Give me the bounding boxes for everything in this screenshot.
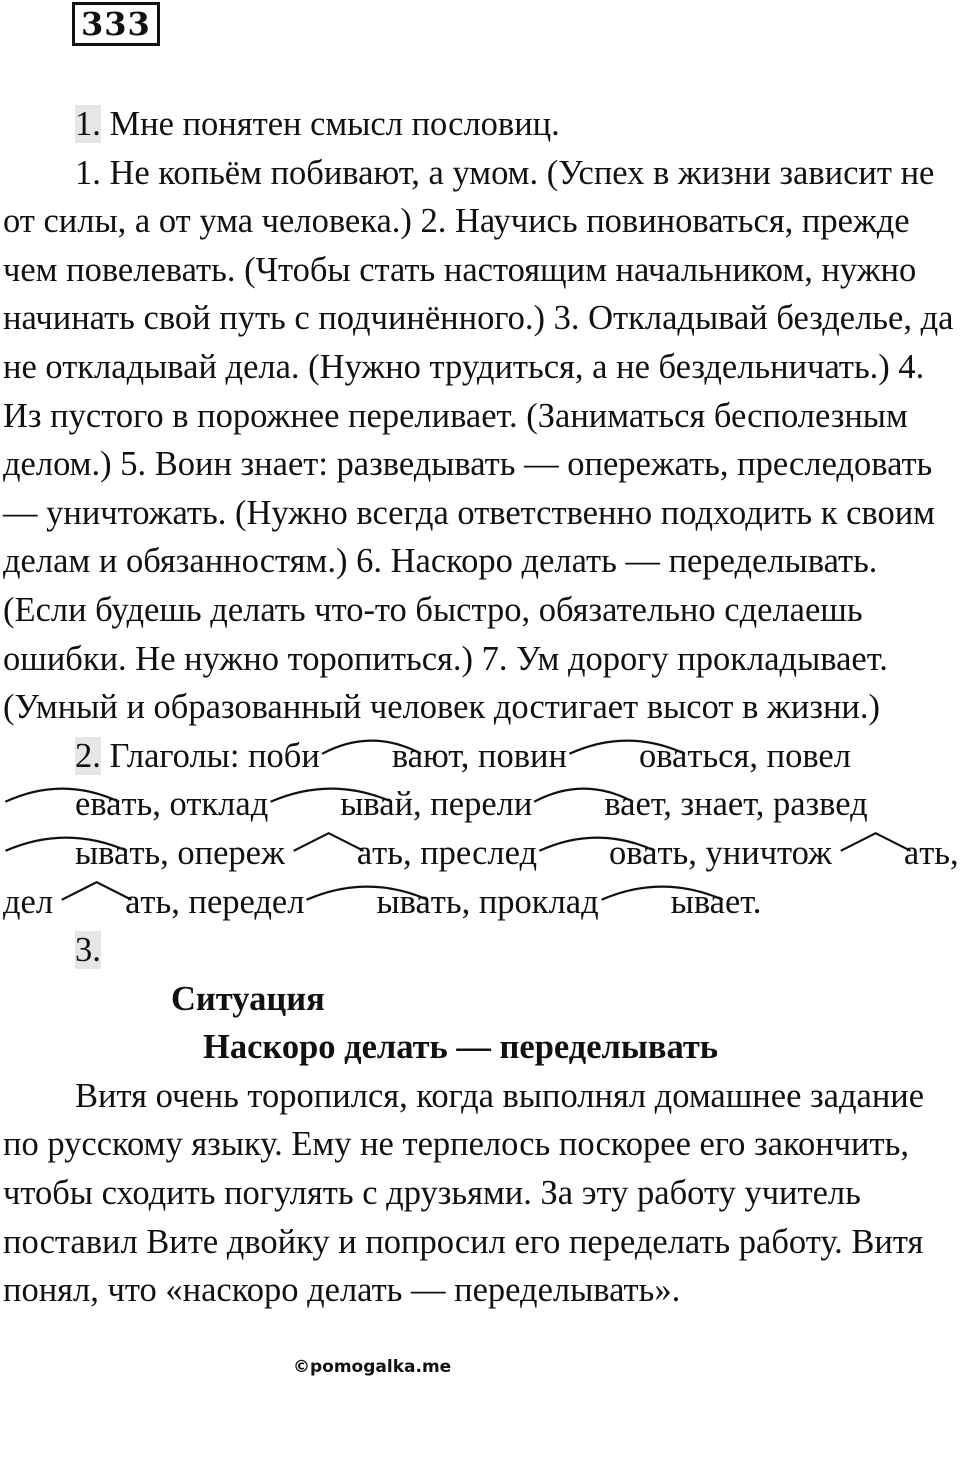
answer-text: [3, 100, 960, 1315]
verb-suffix-text: ыва: [75, 833, 130, 872]
suffix-arc-mark: [304, 880, 430, 902]
part1-intro-text: Мне понятен смысл пословиц.: [100, 105, 560, 143]
verb-word: [248, 737, 461, 775]
verb-suffix: [537, 829, 657, 878]
verb-suffix: [532, 780, 635, 829]
part1-number: 1.: [75, 105, 101, 143]
part2-number: 2.: [75, 736, 101, 775]
verb-separator: ,: [171, 882, 189, 921]
verb-suffix-text: ова: [638, 736, 688, 775]
verb-suffix-text: ыва: [340, 785, 395, 824]
verb-stem: дел: [3, 882, 54, 921]
verb-ending: ют: [422, 736, 461, 775]
verb-ending: ет: [724, 882, 753, 921]
verb-suffix: [53, 878, 140, 927]
suffix-mark-path: [294, 833, 364, 851]
verb-suffix: [599, 878, 725, 927]
suffix-arc-mark: [3, 831, 129, 853]
verb-separator: ,: [160, 833, 178, 872]
verb-ending: ть: [129, 833, 161, 872]
task-number: 333: [72, 2, 160, 46]
verb-stem: опереж: [177, 833, 285, 872]
verb-stem: повин: [478, 736, 567, 775]
verb-stem: проклад: [478, 882, 599, 921]
suffix-arc-mark: [567, 734, 687, 756]
suffix-caret-mark: [53, 880, 140, 902]
suffix-mark-path: [271, 789, 392, 802]
verb-stem: поби: [248, 736, 320, 775]
verb-suffix: [832, 829, 919, 878]
watermark: ©pomogalka.me: [293, 1357, 452, 1377]
verb-stem: развед: [772, 785, 868, 824]
part3-marker: [3, 926, 960, 975]
suffix-mark-path: [601, 886, 722, 899]
verb-word: [681, 785, 756, 823]
suffix-mark-path: [569, 740, 685, 753]
verb-separator: ,: [688, 833, 706, 872]
suffix-caret-mark: [832, 831, 919, 853]
verb-separator: .: [752, 882, 762, 921]
verb-separator: ,: [749, 736, 767, 775]
suffix-mark-path: [534, 789, 633, 802]
part2-verbs: [3, 732, 960, 926]
verb-suffix: [304, 878, 430, 927]
verb-word: [420, 834, 688, 872]
part1-intro: [3, 100, 960, 149]
verb-suffix: [268, 780, 394, 829]
verb-word: [479, 883, 753, 921]
suffix-arc-mark: [599, 880, 725, 902]
verb-separator: ,: [663, 785, 681, 824]
verb-suffix-text: ева: [75, 785, 122, 824]
verb-ending: ть: [657, 833, 689, 872]
verb-suffix-text: ва: [391, 736, 423, 775]
verb-separator: ,: [460, 736, 479, 775]
verb-stem: повел: [766, 736, 851, 775]
verb-stem: знает: [680, 785, 756, 824]
verb-ending: ть: [430, 882, 462, 921]
verb-suffix-text: а: [903, 833, 920, 872]
part3-number: 3.: [75, 931, 101, 970]
suffix-caret-mark: [285, 831, 372, 853]
suffix-arc-mark: [320, 734, 423, 756]
verb-ending: ет: [635, 785, 664, 824]
verb-stem: преслед: [420, 833, 538, 872]
verb-ending: ть: [372, 833, 403, 872]
suffix-mark-path: [62, 882, 132, 900]
verb-stem: уничтож: [705, 833, 832, 872]
verb-word: [170, 785, 414, 823]
verb-word: [3, 883, 171, 921]
suffix-arc-mark: [268, 782, 394, 804]
verb-stem: перели: [430, 785, 533, 824]
verb-suffix: [567, 732, 687, 781]
verb-word: [478, 737, 749, 775]
suffix-arc-mark: [537, 831, 657, 853]
suffix-mark-path: [5, 789, 119, 802]
story-text: Витя очень торопился, когда выполнял домашнее задание по русскому языку. Ему не терпелось поскорее его закончить, чтобы сходить погулять с друзьями. За эту работу учитель поставил Вите двойку и попросил его переделать работу. Витя понял, что «наскоро делать — переделывать».: [3, 1076, 925, 1310]
verb-suffix: [3, 780, 121, 829]
verb-suffix: [285, 829, 372, 878]
verb-suffix-text: ыва: [670, 882, 725, 921]
verb-suffix: [320, 732, 423, 781]
verb-word: [430, 785, 663, 823]
verb-ending: ть: [919, 833, 951, 872]
verb-word: [706, 834, 951, 872]
verb-suffix-text: ыва: [376, 882, 431, 921]
suffix-mark-path: [322, 740, 421, 753]
verb-separator: ,: [755, 785, 773, 824]
story-title: Наскоро делать — переделывать: [203, 1028, 719, 1067]
verb-separator: ,: [402, 833, 421, 872]
suffix-mark-path: [6, 838, 127, 851]
verb-separator: ,: [152, 785, 170, 824]
verb-separator: ,: [461, 882, 479, 921]
suffix-arc-mark: [532, 782, 635, 804]
verb-ending: ть: [121, 785, 153, 824]
part2-label: Глаголы:: [100, 736, 249, 775]
verb-separator: ,: [413, 785, 431, 824]
verb-suffix-text: ва: [604, 785, 636, 824]
suffix-mark-path: [841, 833, 911, 851]
suffix-mark-path: [539, 838, 655, 851]
verb-ending: й: [394, 785, 414, 824]
verb-word: [177, 834, 403, 872]
situation-heading: Ситуация: [171, 979, 325, 1018]
verb-ending: ться: [687, 736, 750, 775]
verb-suffix-text: а: [356, 833, 373, 872]
verb-word: [188, 883, 461, 921]
verb-suffix-text: ова: [609, 833, 658, 872]
verb-ending: ть: [140, 882, 172, 921]
verb-stem: передел: [188, 882, 305, 921]
verb-separator: ,: [950, 833, 959, 872]
part1-proverbs: 1. Не копьём побивают, а умом. (Успех в жизни зависит не от силы, а от ума человека.) 2. Научись повиноваться, прежде чем повелевать. (Чтобы стать настоящим начальником, нужно начинать свой путь с подчинённого.) 3. Откладывай безделье, да не откладывай дела. (Нужно трудиться, а не бездельничать.) 4. Из пустого в порожнее переливает. (Заниматься бесполезным делом.) 5. Воин знает: разведывать — опережать, преследовать — уничтожать. (Нужно всегда ответственно подходить к своим делам и обязанностям.) 6. Наскоро делать — переделывать. (Если будешь делать что-то быстро, обязательно сделаешь ошибки. Не нужно торопиться.) 7. Ум дорогу прокладывает. (Умный и образованный человек достигает высот в жизни.): [3, 153, 954, 727]
verb-stem: отклад: [169, 785, 269, 824]
suffix-mark-path: [307, 886, 428, 899]
verb-suffix: [3, 829, 129, 878]
suffix-arc-mark: [3, 782, 121, 804]
verb-suffix-text: а: [125, 882, 141, 921]
